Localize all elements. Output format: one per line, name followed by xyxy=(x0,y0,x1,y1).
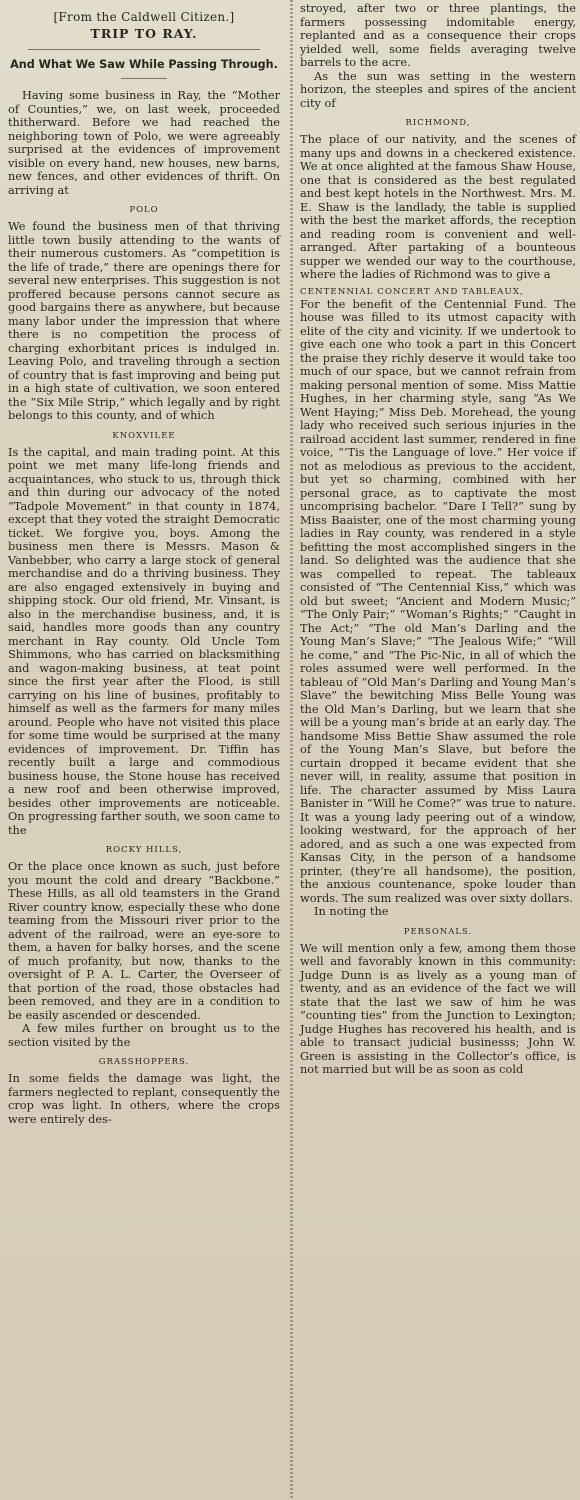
source-line: [From the Caldwell Citizen.] xyxy=(53,10,235,24)
sunset-paragraph: As the sun was setting in the western horizon, the steeples and spires of the ancient city of xyxy=(300,68,576,110)
column-rule xyxy=(290,0,293,1500)
right-column xyxy=(294,0,580,1500)
section-heading-grasshoppers: GRASSHOPPERS. xyxy=(98,1057,190,1067)
section-heading-rocky-hills: ROCKY HILLS, xyxy=(105,845,183,855)
subheadline: And What We Saw While Passing Through. xyxy=(10,58,278,71)
polo-paragraph: We found the business men of that thriving little town busily attending to the wants of their numerous customers. As “competition is the life of trade,” there are openings there for several new enterprises. This suggestion is not proffered because persons cannot secure as good bargains there as anywhere, but because many labor under the impression that where there is no competition the process of charging exhorbitant prices is indulged in. Leaving Polo, and traveling through a section of country that is fast improving and being put in a high state of cultivation, we soon entered the “Six Mile Strip,” which legally and by right belongs to this county, and of which xyxy=(8,219,280,422)
rocky-hills-paragraph: Or the place once known as such, just before you mount the cold and dreary “Backbone.” These Hills, as all old teamsters in the Grand River country know, especially these who done teaming from the Missouri river prior to the advent of the railroad, were an eye-sore to them, a haven for balky horses, and the scene of much profanity, but now, thanks to the oversight of P. A. L. Carter, the Overseer of that portion of the road, those obstacles had been removed, and they are in a condition to be easily ascended or descended. xyxy=(8,859,280,1022)
headline: TRIP TO RAY. xyxy=(90,26,198,41)
miles-paragraph: A few miles further on brought us to the section visited by the xyxy=(8,1021,280,1049)
section-heading-personals: PERSONALS. xyxy=(403,926,473,937)
personals-paragraph: We will mention only a few, among them those well and favorably known in this community: Judge Dunn is as lively as a young man of twenty, and as an evidence of the fact we will state that the last we saw of him he was “counting ties” from the Junction to Lexington; Judge Hughes has recovered his health, and is able to transact judicial businesss; John W. Green is assisting in the Collector’s office, is not married but will be as soon as cold xyxy=(300,940,576,1076)
section-heading-concert: CENTENNIAL CONCERT AND TABLEAUX, xyxy=(300,286,524,297)
concert-paragraph: For the benefit of the Centennial Fund. The house was filled to its utmost capacity with elite of the city and vicinity. If we undertook to give each one who took a part in this Concert the praise they richly deserve it would take too much of our space, but we cannot refrain from making personal mention of some. Miss Mattie Hughes, in her charming style, sang “As We Went Haying;” Miss Deb. Morehead, the young lady who received such serious injuries in the railroad accident last summer, rendered in fine voice, “’Tis the Language of love.” Her voice if not as melodious as previous to the accident, but yet so charming, combined with her personal grace, as to captivate the most uncomprising bachelor. “Dare I Tell?” sung by Miss Baaister, one of the most charming young ladies in Ray county, was rendered in a style befitting the most accomplished singers in the land. So delighted was the audience that she was compelled to repeat. The tableaux consisted of “The Centennial Kiss,” which was old but sweet; “Ancient and Modern Music;” “The Only Pair;” “Woman’s Rights;” “Caught in The Act;” “The old Man’s Darling and the Young Man’s Slave;” “The Jealous Wife;” “Will he come,” and “The Pic-Nic, in all of which the roles assumed were well performed. In the tableau of “Old Man’s Darling and Young Man’s Slave” the bewitching Miss Belle Young was the Old Man’s Darling, but we learn that she will be a young man’s bride at an early day. The handsome Miss Bettie Shaw assumed the role of the Young Man’s Slave, but before the curtain dropped it became evident that she never will, in reality, assume that position in life. The character assumed by Miss Laura Banister in “Will he Come?” was true to nature. It was a young lady peering out of a window, looking westward, for the approach of her adored, and as such a one was expected from Kansas City, in the person of a handsome printer, (they’re all handsome), the position, the anxious countenance, spoke louder than words. The sum realized was over sixty dollars. xyxy=(300,296,576,905)
intro-paragraph: Having some business in Ray, the “Mother of Counties,” we, on last week, proceeded thitherward. Before we had reached the neighboring town of Polo, we were agreeably surprised at the evidences of improvement visible on every hand, new houses, new barns, new fences, and other evidences of thrift. On arriving at xyxy=(8,88,280,197)
richmond-paragraph: The place of our nativity, and the scenes of many ups and downs in a checkered existence. We at once alighted at the famous Shaw House, one that is considered as the best regulated and best kept hotels in the Northwest. Mrs. M. E. Shaw is the landlady, the table is supplied with the best the market affords, the reception and reading room is convenient and well-arranged. After partaking of a bounteous supper we wended our way to the courthouse, where the ladies of Richmond was to give a xyxy=(300,132,576,281)
continued-paragraph: stroyed, after two or three plantings, the farmers possessing indomitable energy, replanted and as a consequence their crops yielded well, some fields averaging twelve barrels to the acre. xyxy=(300,1,576,69)
noting-paragraph: In noting the xyxy=(314,904,389,918)
subhead-rule xyxy=(121,78,167,79)
headline-rule xyxy=(28,49,260,50)
section-heading-knoxville: KNOXVILEE xyxy=(112,430,176,441)
section-heading-polo: POLO xyxy=(129,205,159,215)
section-heading-richmond: RICHMOND, xyxy=(405,118,471,128)
grasshoppers-paragraph: In some fields the damage was light, the farmers neglected to replant, consequently the crop was light. In others, where the crops were entirely des- xyxy=(8,1071,280,1126)
knoxville-paragraph: Is the capital, and main trading point. At this point we met many life-long friends and acquaintances, who stuck to us, through thick and thin during our advocacy of the noted “Tadpole Movement” in that county in 1874, except that they voted the straight Democratic ticket. We forgive you, boys. Among the business men there is Messrs. Mason & Vanbebber, who carry a large stock of general merchandise and do a thriving business. They are also engaged extensively in buying and shipping stock. Our old friend, Mr. Vinsant, is also in the merchandise business, and, it is said, handles more goods than any country merchant in Ray county. Old Uncle Tom Shimmons, who has carried on blacksmithing and wagon-making business, at teat point since the first year after the Flood, is still carrying on his line of busines, profitably to himself as well as the farmers for many miles around. People who have not visited this place for some time would be surprised at the many evidences of improvement. Dr. Tiffin has recently built a large and commodious business house, the Stone house has received a new roof and been otherwise improved, besides other improvements are noticeable. On progressing farther south, we soon came to the xyxy=(8,444,280,837)
